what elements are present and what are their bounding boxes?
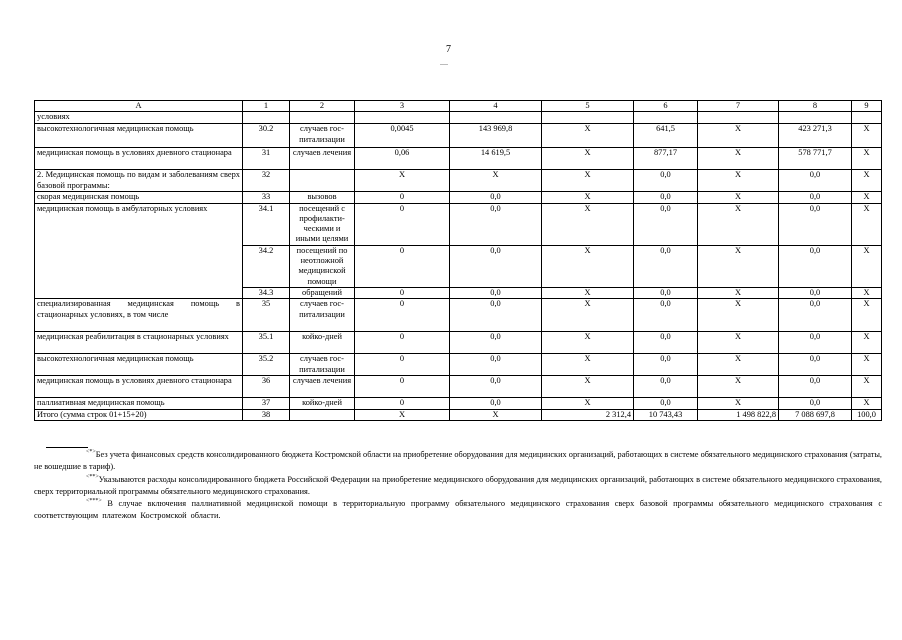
row-label: паллиативная медицинская помощь — [35, 398, 243, 409]
row-value-7: Х — [698, 148, 779, 170]
row-value-4: 0,0 — [450, 376, 542, 398]
row-value-7: Х — [698, 398, 779, 409]
row-value-8: 0,0 — [779, 245, 852, 287]
row-value-4: 0,0 — [450, 287, 542, 298]
row-label: медицинская помощь в условиях дневного стационара — [35, 148, 243, 170]
header-col-3: 3 — [355, 101, 450, 112]
row-value-4 — [450, 112, 542, 124]
row-value-9: Х — [852, 376, 882, 398]
row-number: 35.1 — [243, 332, 290, 354]
row-number: 34.1 — [243, 203, 290, 245]
row-value-4: 0,0 — [450, 192, 542, 203]
table-total-row — [35, 409, 882, 420]
row-value-8 — [779, 112, 852, 124]
row-number: 38 — [243, 409, 290, 420]
footnote-3-mark: <***> — [86, 498, 102, 504]
row-number: 32 — [243, 170, 290, 192]
row-value-9: Х — [852, 192, 882, 203]
row-value-6: 0,0 — [634, 192, 698, 203]
row-value-6: 0,0 — [634, 203, 698, 245]
row-unit: случаев гос-питализации — [290, 354, 355, 376]
header-col-8: 8 — [779, 101, 852, 112]
row-value-4: 0,0 — [450, 398, 542, 409]
table-row — [35, 112, 882, 124]
row-value-8: 0,0 — [779, 170, 852, 192]
row-number: 34.2 — [243, 245, 290, 287]
row-value-5: Х — [542, 354, 634, 376]
row-value-5: Х — [542, 376, 634, 398]
row-number: 37 — [243, 398, 290, 409]
row-value-9: Х — [852, 299, 882, 332]
row-value-9: Х — [852, 203, 882, 245]
row-value-4: 0,0 — [450, 203, 542, 245]
row-value-4: 0,0 — [450, 332, 542, 354]
row-value-3: 0,06 — [355, 148, 450, 170]
row-label: Итого (сумма строк 01+15+20) — [35, 409, 243, 420]
row-unit — [290, 112, 355, 124]
header-col-2: 2 — [290, 101, 355, 112]
row-value-5: Х — [542, 192, 634, 203]
row-value-5: Х — [542, 170, 634, 192]
row-value-4: 14 619,5 — [450, 148, 542, 170]
row-value-3: 0,0045 — [355, 124, 450, 148]
row-value-8: 0,0 — [779, 287, 852, 298]
row-unit: койко-дней — [290, 332, 355, 354]
footnote-1-mark: <*> — [86, 449, 96, 455]
footnote-1 — [34, 449, 882, 472]
row-number: 35 — [243, 299, 290, 332]
row-value-4: 0,0 — [450, 299, 542, 332]
row-value-6 — [634, 112, 698, 124]
row-value-6: 0,0 — [634, 287, 698, 298]
row-value-7: Х — [698, 287, 779, 298]
financing-table — [34, 100, 882, 421]
row-value-9: Х — [852, 245, 882, 287]
footnote-2-text: Указываются расходы консолидированного бюджета Российской Федерации на приобретение медицинского оборудования для медицинских организаций, работающих в системе обязательного медицинского страхования, сверх территориальной программы обязательного медицинского страхования. — [34, 475, 882, 496]
page-number: 7 — [446, 44, 451, 55]
row-value-8: 0,0 — [779, 192, 852, 203]
row-value-3: 0 — [355, 203, 450, 245]
footnote-2 — [34, 474, 882, 497]
header-col-5: 5 — [542, 101, 634, 112]
table-row — [35, 354, 882, 376]
row-value-5 — [542, 112, 634, 124]
row-value-8: 0,0 — [779, 299, 852, 332]
row-value-4: 0,0 — [450, 245, 542, 287]
row-value-8: 7 088 697,8 — [779, 409, 852, 420]
row-value-3: Х — [355, 409, 450, 420]
row-value-6: 641,5 — [634, 124, 698, 148]
row-value-6: 0,0 — [634, 299, 698, 332]
footnote-3 — [34, 498, 882, 521]
row-value-4: 0,0 — [450, 354, 542, 376]
row-value-6: 0,0 — [634, 398, 698, 409]
row-value-4: Х — [450, 170, 542, 192]
row-value-5: Х — [542, 148, 634, 170]
table-header-row — [35, 101, 882, 112]
row-value-6: 0,0 — [634, 332, 698, 354]
row-value-4: Х — [450, 409, 542, 420]
row-value-6: 877,17 — [634, 148, 698, 170]
row-value-7 — [698, 112, 779, 124]
table-row — [35, 376, 882, 398]
row-value-6: 0,0 — [634, 376, 698, 398]
row-value-7: Х — [698, 203, 779, 245]
row-value-6: 10 743,43 — [634, 409, 698, 420]
row-value-8: 0,0 — [779, 332, 852, 354]
header-col-a: А — [35, 101, 243, 112]
row-value-5: 2 312,4 — [542, 409, 634, 420]
row-value-9: 100,0 — [852, 409, 882, 420]
row-value-9: Х — [852, 148, 882, 170]
row-value-5: Х — [542, 203, 634, 245]
row-value-7: Х — [698, 170, 779, 192]
row-value-5: Х — [542, 124, 634, 148]
row-value-3: 0 — [355, 332, 450, 354]
row-value-3: 0 — [355, 376, 450, 398]
row-number: 35.2 — [243, 354, 290, 376]
row-unit: случаев гос-питализации — [290, 299, 355, 332]
row-value-8: 0,0 — [779, 203, 852, 245]
row-label: условиях — [35, 112, 243, 124]
row-value-7: Х — [698, 376, 779, 398]
row-label: медицинская помощь в амбулаторных условиях — [35, 203, 243, 299]
row-value-5: Х — [542, 332, 634, 354]
footnote-1-text: Без учета финансовых средств консолидированного бюджета Костромской области на приобретение оборудования для медицинских организаций, работающих в системе обязательного медицинского страхования (затраты, не вошедшие в тариф). — [34, 450, 882, 471]
table-row — [35, 124, 882, 148]
footnote-separator — [46, 447, 88, 448]
header-col-7: 7 — [698, 101, 779, 112]
row-value-9: Х — [852, 170, 882, 192]
row-value-7: Х — [698, 299, 779, 332]
row-unit: койко-дней — [290, 398, 355, 409]
row-value-9: Х — [852, 354, 882, 376]
row-unit: случаев лечения — [290, 376, 355, 398]
row-unit: случаев гос-питализации — [290, 124, 355, 148]
table-row — [35, 332, 882, 354]
table-row — [35, 192, 882, 203]
row-value-9 — [852, 112, 882, 124]
row-unit: посещений с профилакти-ческими и иными целями — [290, 203, 355, 245]
row-value-7: Х — [698, 245, 779, 287]
row-number: 33 — [243, 192, 290, 203]
row-value-3: 0 — [355, 287, 450, 298]
row-value-9: Х — [852, 398, 882, 409]
row-value-7: Х — [698, 192, 779, 203]
row-value-3 — [355, 112, 450, 124]
row-value-8: 0,0 — [779, 354, 852, 376]
table-row — [35, 398, 882, 409]
row-value-9: Х — [852, 287, 882, 298]
row-value-3: 0 — [355, 192, 450, 203]
table-row — [35, 299, 882, 332]
table-row — [35, 148, 882, 170]
row-value-8: 0,0 — [779, 376, 852, 398]
header-col-1: 1 — [243, 101, 290, 112]
row-value-3: 0 — [355, 398, 450, 409]
row-value-4: 143 969,8 — [450, 124, 542, 148]
row-value-3: Х — [355, 170, 450, 192]
row-value-8: 423 271,3 — [779, 124, 852, 148]
row-value-9: Х — [852, 124, 882, 148]
row-value-6: 0,0 — [634, 354, 698, 376]
row-value-5: Х — [542, 398, 634, 409]
row-unit — [290, 409, 355, 420]
row-value-5: Х — [542, 245, 634, 287]
row-value-6: 0,0 — [634, 245, 698, 287]
header-col-9: 9 — [852, 101, 882, 112]
row-number: 34.3 — [243, 287, 290, 298]
row-value-8: 578 771,7 — [779, 148, 852, 170]
header-col-4: 4 — [450, 101, 542, 112]
row-value-7: Х — [698, 332, 779, 354]
row-label: медицинская реабилитация в стационарных условиях — [35, 332, 243, 354]
row-number: 31 — [243, 148, 290, 170]
row-unit: обращений — [290, 287, 355, 298]
row-value-3: 0 — [355, 354, 450, 376]
row-unit: вызовов — [290, 192, 355, 203]
row-number: 30.2 — [243, 124, 290, 148]
row-unit: посещений по неотложной медицинской помощи — [290, 245, 355, 287]
row-value-7: Х — [698, 124, 779, 148]
row-unit — [290, 170, 355, 192]
row-value-3: 0 — [355, 299, 450, 332]
row-label: специализированная медицинская помощь в стационарных условиях, в том числе — [35, 299, 243, 332]
row-label: высокотехнологичная медицинская помощь — [35, 354, 243, 376]
row-value-5: Х — [542, 287, 634, 298]
row-label: медицинская помощь в условиях дневного стационара — [35, 376, 243, 398]
row-label: скорая медицинская помощь — [35, 192, 243, 203]
row-value-9: Х — [852, 332, 882, 354]
row-value-3: 0 — [355, 245, 450, 287]
table-row — [35, 203, 882, 245]
row-number — [243, 112, 290, 124]
row-value-6: 0,0 — [634, 170, 698, 192]
row-value-8: 0,0 — [779, 398, 852, 409]
row-number: 36 — [243, 376, 290, 398]
footnote-2-mark: <**> — [86, 474, 99, 480]
page-number-dash — [440, 64, 448, 65]
footnote-3-text: В случае включения паллиативной медицинской помощи в территориальную программу обязательного медицинского страхования сверх базовой программы обязательного медицинского страхования с соответствующим платежом Костромской области. — [34, 499, 883, 520]
table-row — [35, 170, 882, 192]
row-value-7: 1 498 822,8 — [698, 409, 779, 420]
row-label: высокотехнологичная медицинская помощь — [35, 124, 243, 148]
row-value-7: Х — [698, 354, 779, 376]
row-label: 2. Медицинская помощь по видам и заболеваниям сверх базовой программы: — [35, 170, 243, 192]
row-unit: случаев лечения — [290, 148, 355, 170]
header-col-6: 6 — [634, 101, 698, 112]
row-value-5: Х — [542, 299, 634, 332]
